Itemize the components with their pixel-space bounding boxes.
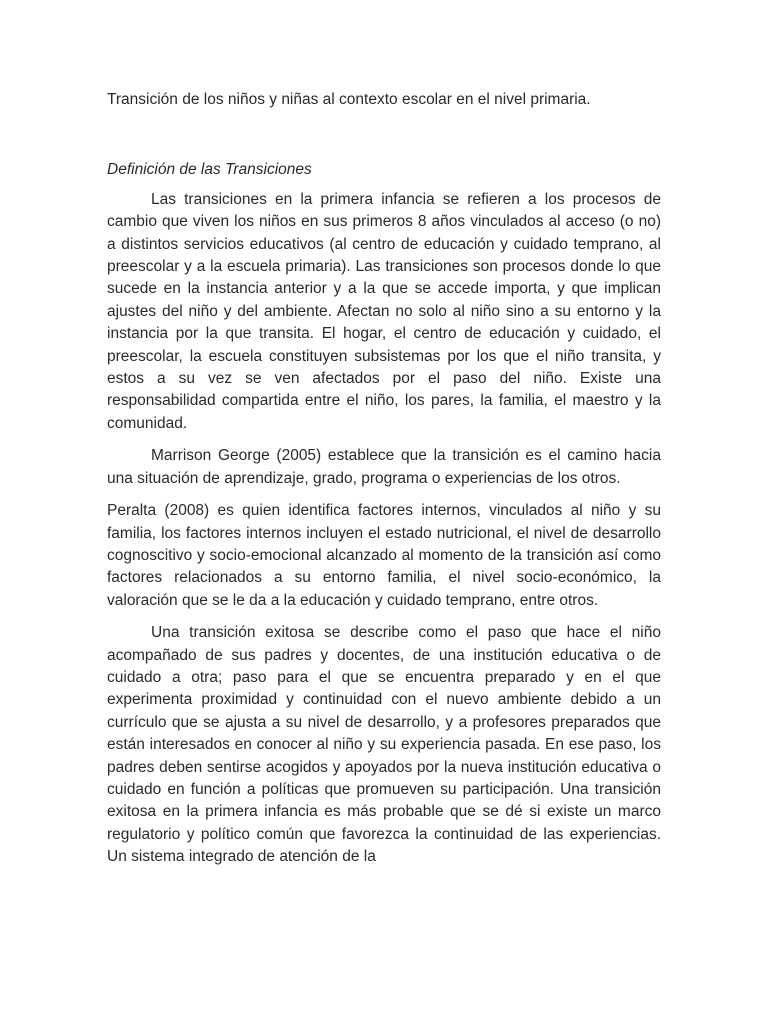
section-heading: Definición de las Transiciones [107,161,312,179]
document-body [107,89,661,879]
paragraph-marrison-george: Marrison George (2005) establece que la transición es el camino hacia una situación de aprendizaje, grado, programa o experiencias de los otros. [107,447,661,487]
paragraph-transitions-definition: Las transiciones en la primera infancia se refieren a los procesos de cambio que viven los niños en sus primeros 8 años vinculados al acceso (o no) a distintos servicios educativos (al centro de educación y cuidado temprano, al preescolar y a la escuela primaria). Las transiciones son procesos donde lo que sucede en la instancia anterior y a la que se accede importa, y que implican ajustes del niño y del ambiente. Afectan no solo al niño sino a su entorno y la instancia por la que transita. El hogar, el centro de educación y cuidado, el preescolar, la escuela constituyen subsistemas por los que el niño transita, y estos a su vez se ven afectados por el paso del niño. Existe una responsabilidad compartida entre el niño, los pares, la familia, el maestro y la comunidad. [107,190,661,432]
document-title: Transición de los niños y niñas al contexto escolar en el nivel primaria. [107,91,591,108]
paragraph-successful-transition: Una transición exitosa se describe como el paso que hace el niño acompañado de sus padres y docentes, de una institución educativa o de cuidado a otra; paso para el que se encuentra preparado y en el que experimenta proximidad y continuidad con el nuevo ambiente debido a un currículo que se ajusta a su nivel de desarrollo, y a profesores preparados que están interesados en conocer al niño y su experiencia pasada. En ese paso, los padres deben sentirse acogidos y apoyados por la nueva institución educativa o cuidado en función a políticas que promueven su participación. Una transición exitosa en la primera infancia es más probable que se dé si existe un marco regulatorio y político común que favorezca la continuidad de las experiencias. Un sistema integrado de atención de la [107,624,661,866]
paragraph-peralta: Peralta (2008) es quien identifica factores internos, vinculados al niño y su familia, los factores internos incluyen el estado nutricional, el nivel de desarrollo cognoscitivo y socio-emocional alcanzado al momento de la transición así como factores relacionados a su entorno familia, el nivel socio-económico, la valoración que se le da a la educación y cuidado temprano, entre otros. [107,502,661,609]
